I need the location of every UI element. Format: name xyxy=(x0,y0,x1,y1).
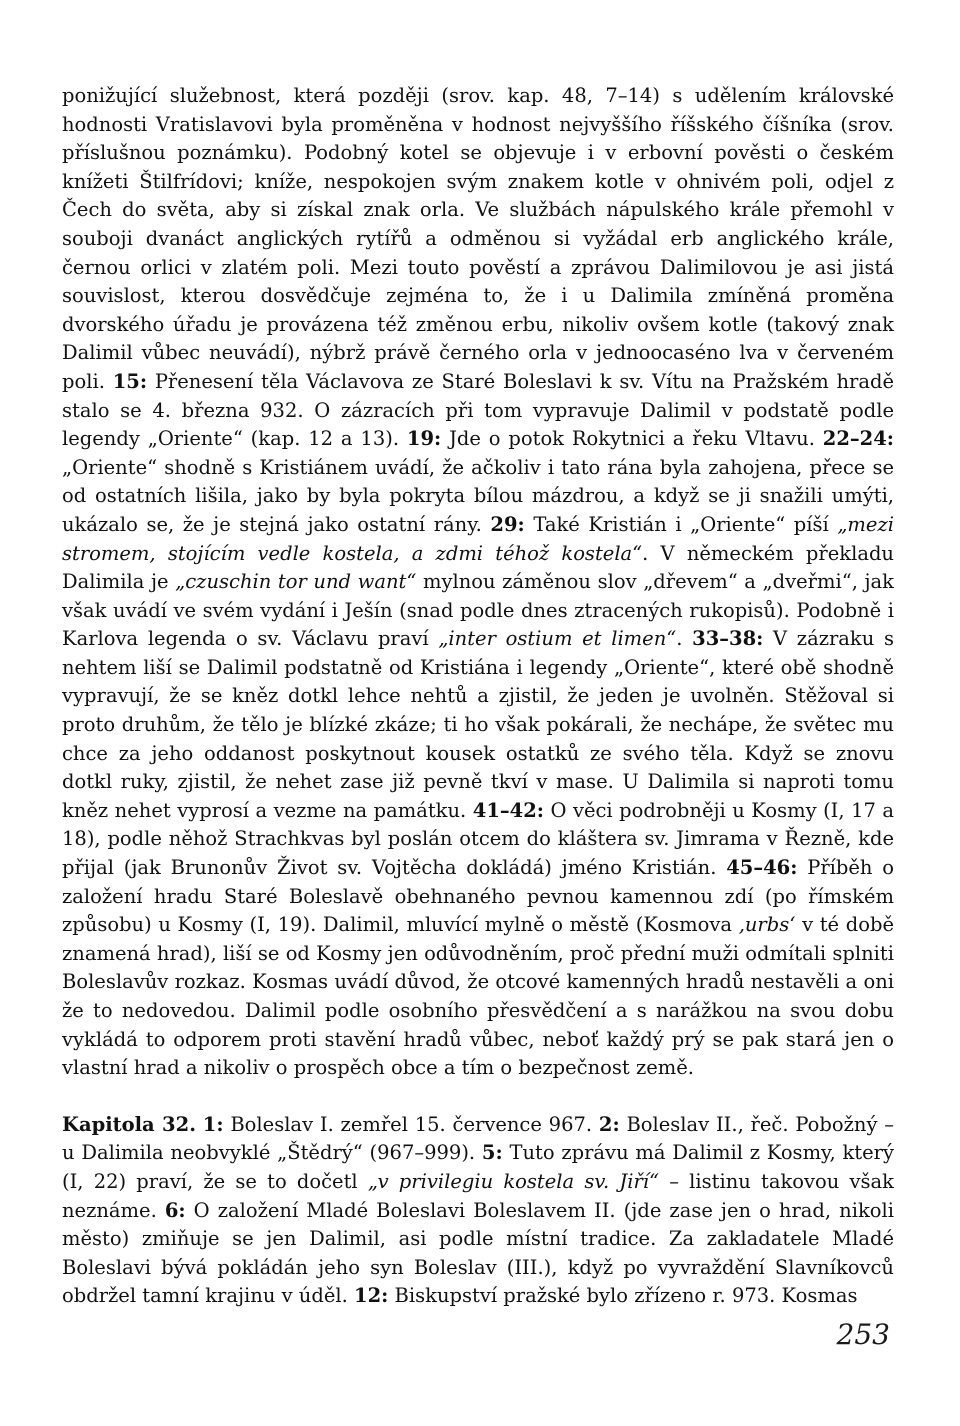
page-number: 253 xyxy=(836,1318,890,1351)
chapter-32-paragraph xyxy=(62,1111,894,1311)
text-run: O věci podrobněji u Kosmy (I, 17 a 18), podle něhož Strachkvas byl poslán otcem do kláštera sv. Jimrama v Řezně, kde přijal (jak Brunonův Život sv. Vojtěcha dokládá) jméno Kristián. xyxy=(62,798,894,880)
bold-reference: 1: xyxy=(202,1112,224,1136)
text-run: O založení Mladé Boleslavi Boleslavem II. (jde zase jen o hrad, nikoli město) zmiňuje se jen Dalimil, asi podle místní tradice. Za zakladatele Mladé Boleslavi bývá pokládán jeho syn Boleslav (III.), když po vyvraždění Slavníkovců obdržel tamní krajinu v úděl. xyxy=(62,1198,894,1308)
bold-reference: 2: xyxy=(598,1112,620,1136)
text-run: . V německém překladu Dalimila je xyxy=(62,541,894,594)
bold-reference: 45–46: xyxy=(726,856,798,880)
text-run: Biskupství pražské bylo zřízeno r. 973. Kosmas xyxy=(388,1284,858,1308)
bold-reference: 29: xyxy=(490,512,525,536)
bold-reference: 12: xyxy=(354,1284,389,1308)
bold-reference: 41–42: xyxy=(472,798,544,822)
italic-quotation: ‚urbs‘ xyxy=(738,913,796,937)
text-run: mylnou záměnou slov „dřevem“ a „dveřmi“, jak však uvádí ve svém vydání i Ješín (snad podle dnes ztracených rukopisů). Podobně i Karlova legenda o sv. Václavu praví xyxy=(62,570,895,651)
italic-quotation: „mezi stromem, stojícím vedle kostela, a zdmi téhož kostela“ xyxy=(62,512,894,565)
bold-reference: 33–38: xyxy=(692,627,764,651)
text-run xyxy=(196,1113,203,1136)
text-run: V zázraku s nehtem liší se Dalimil podstatně od Kristiána i legendy „Oriente“, které obě shodně vypravují, že se kněz dotkl lehce nehtů a zjistil, že jeden je uvolněn. Stěžoval si proto druhům, že tělo je blízké zkáze; ti ho však pokárali, že nechápe, že světec mu chce za jeho oddanost poskytnout kousek ostatků ze svého těla. Když se znovu dotkl ruky, zjistil, že nehet zase již pevně tkví v mase. U Dalimila si naproti tomu kněz nehet vyprosí a vezme na památku. xyxy=(62,627,894,822)
italic-quotation: „v privilegiu kostela sv. Jiří“ xyxy=(367,1169,660,1193)
bold-reference: 22–24: xyxy=(822,427,894,451)
text-run: Příběh o založení hradu Staré Boleslavě obehnaného pevnou kamennou zdí (po římském způsobu) u Kosmy (I, 19). Dalimil, mluvící mylně o městě (Kosmova xyxy=(62,856,894,937)
bold-reference: 19: xyxy=(406,427,442,451)
bold-reference: 15: xyxy=(112,369,148,393)
text-run: . xyxy=(676,627,693,651)
bold-reference: 5: xyxy=(481,1141,503,1165)
bold-reference: Kapitola 32. xyxy=(62,1112,196,1136)
text-run: Boleslav I. zemřel 15. července 967. xyxy=(223,1112,599,1136)
text-run: v té době znamená hrad), liší se od Kosmy jen odůvodněním, proč přední muži odmítali splniti Boleslavův rozkaz. Kosmas uvádí důvod, že otcové kamenných hradů nestavěli a oni že to nedovedou. Dalimil podle osobního přesvědčení a s narážkou na svou dobu vykládá to odporem proti stavění hradů vůbec, neboť každý prý se pak stará jen o vlastní hrad a nikoliv o prospěch obce a tím o bezpečnost země. xyxy=(62,913,894,1080)
italic-quotation: „inter ostium et limen“ xyxy=(438,627,677,651)
italic-quotation: „czuschin tor und want“ xyxy=(175,570,417,594)
bold-reference: 6: xyxy=(164,1198,186,1222)
commentary-paragraph xyxy=(62,82,894,1083)
text-run: Tuto zprávu má Dalimil z Kosmy, který (I, 22) praví, že se to dočetl xyxy=(62,1141,894,1193)
text-run: Přenesení těla Václavova ze Staré Boleslavi k sv. Vítu na Pražském hradě stalo se 4. března 932. O zázracích při tom vypravuje Dalimil v podstatě podle legendy „Oriente“ (kap. 12 a 13). xyxy=(62,369,894,451)
text-run: Jde o potok Rokytnici a řeku Vltavu. xyxy=(441,427,823,451)
text-run: „Oriente“ shodně s Kristiánem uvádí, že ačkoliv i tato rána byla zahojena, přece se od ostatních lišila, jako by byla pokryta bílou mázdrou, a když se ji snažili umýti, ukázalo se, že je stejná jako ostatní rány. xyxy=(62,455,894,536)
text-run: Také Kristián i „Oriente“ píší xyxy=(524,512,838,536)
page-body xyxy=(62,82,894,1311)
text-run: – listinu takovou však neznáme. xyxy=(62,1169,894,1222)
text-run: Boleslav II., řeč. Pobožný – u Dalimila neobvyklé „Štědrý“ (967–999). xyxy=(62,1112,895,1165)
text-run: ponižující služebnost, která později (srov. kap. 48, 7–14) s udělením královské hodnosti Vratislavovi byla proměněna v hodnost nejvyššího říšského číšníka (srov. příslušnou poznámku). Podobný kotel se objevuje i v erbovní pověsti o českém knížeti Štilfrídovi; kníže, nespokojen svým znakem kotle v ohnivém poli, odjel z Čech do světa, aby si získal znak orla. Ve službách nápulského krále přemohl v souboji dvanáct anglických rytířů a odměnou si vyžádal erb anglického krále, černou orlici v zlatém poli. Mezi touto pověstí a zprávou Dalimilovou je asi jistá souvislost, kterou dosvědčuje zejména to, že i u Dalimila zmíněná proměna dvorského úřadu je provázena též změnou erbu, nikoliv ovšem kotle (takový znak Dalimil vůbec neuvádí), nýbrž právě černého orla v jednoocaséno lva v červeném poli. xyxy=(62,84,894,393)
